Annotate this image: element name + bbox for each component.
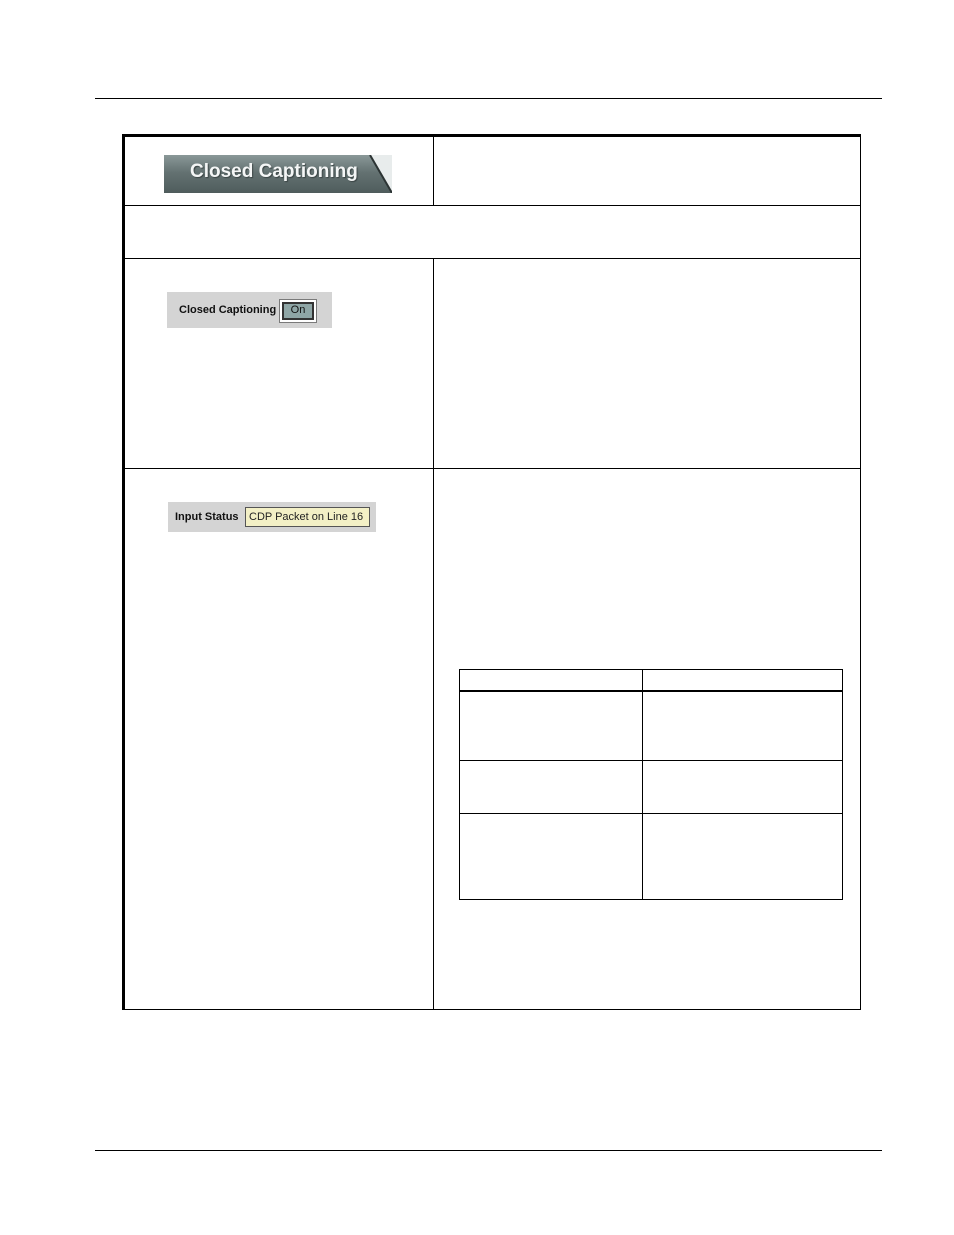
page-header-rule <box>95 98 882 99</box>
table-column-divider <box>433 258 434 1009</box>
status-description-table <box>459 669 843 900</box>
table-row-divider <box>125 205 860 206</box>
table-column-divider <box>433 137 434 205</box>
tab-label: Closed Captioning <box>190 161 358 182</box>
table-row-divider <box>125 258 860 259</box>
input-status-field: CDP Packet on Line 16 <box>245 507 370 527</box>
input-status-label: Input Status <box>175 511 239 523</box>
input-status-widget <box>168 502 376 532</box>
function-table <box>122 134 861 1010</box>
table-row-divider <box>125 468 860 469</box>
closed-captioning-label: Closed Captioning <box>179 304 277 316</box>
page-footer-rule <box>95 1150 882 1151</box>
closed-captioning-toggle[interactable] <box>279 299 317 323</box>
toggle-value: On <box>282 302 314 320</box>
inner-header-divider <box>460 690 842 692</box>
inner-row-divider <box>460 760 842 761</box>
closed-captioning-tab[interactable] <box>164 155 392 193</box>
inner-column-divider <box>642 670 643 899</box>
closed-captioning-widget <box>167 292 332 328</box>
inner-row-divider <box>460 813 842 814</box>
